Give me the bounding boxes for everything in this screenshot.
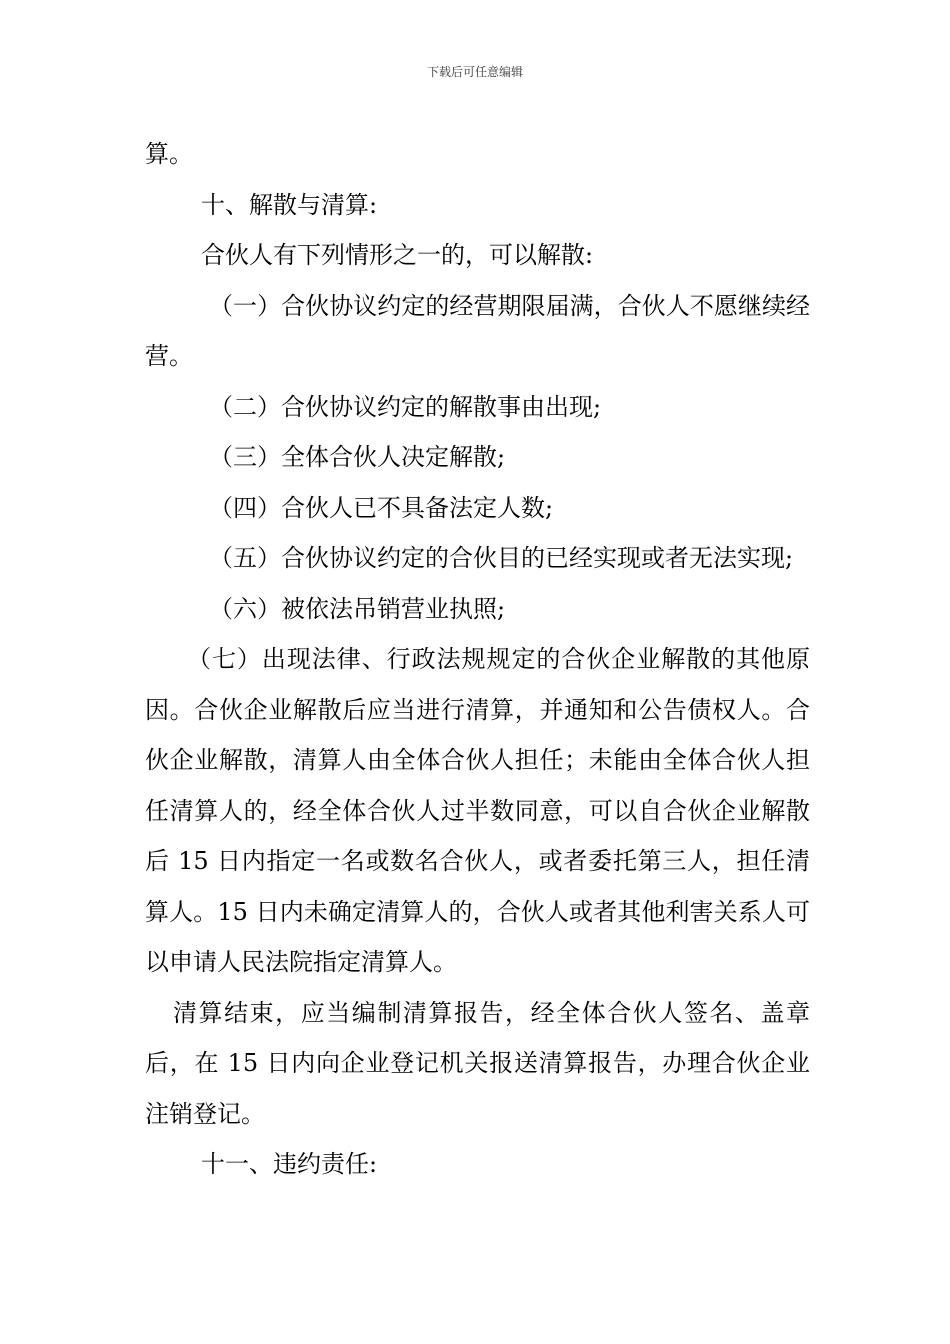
- list-item-6: （六）被依法吊销营业执照;: [209, 594, 506, 623]
- list-item-7: （七）出现法律、行政法规规定的合伙企业解散的其他原因。合伙企业解散后应当进行清算，并通知和公告债权人。合伙企业解散，清算人由全体合伙人担任；未能由全体合伙人担任清算人的，经全体合伙人过半数同意，可以自合伙企业解散后 15 日内指定一名或数名合伙人，或者委托第三人，担任清算人。15 日内未确定清算人的，合伙人或者其他利害关系人可以申请人民法院指定清算人。: [145, 645, 810, 976]
- document-body: [145, 129, 810, 1190]
- paragraph-liquidation-end: 清算结束，应当编制清算报告，经全体合伙人签名、盖章后，在 15 日内向企业登记机关报送清算报告，办理合伙企业注销登记。: [145, 998, 810, 1128]
- list-item-4: （四）合伙人已不具备法定人数;: [209, 493, 554, 522]
- page-header: 下载后可任意编辑: [426, 65, 523, 79]
- list-item-2: （二）合伙协议约定的解散事由出现;: [209, 392, 602, 421]
- section-heading-liability: 十一、违约责任:: [201, 1150, 378, 1178]
- paragraph-continuation: 算。: [145, 140, 193, 168]
- list-item-5: （五）合伙协议约定的合伙目的已经实现或者无法实现;: [209, 544, 794, 572]
- list-item-1: （一）合伙协议约定的经营期限届满，合伙人不愿继续经营。: [145, 291, 810, 370]
- section-heading-dissolution: 十、解散与清算:: [201, 190, 378, 219]
- paragraph-dissolution-intro: 合伙人有下列情形之一的，可以解散:: [201, 241, 594, 269]
- list-item-3: （三）全体合伙人决定解散;: [209, 443, 506, 471]
